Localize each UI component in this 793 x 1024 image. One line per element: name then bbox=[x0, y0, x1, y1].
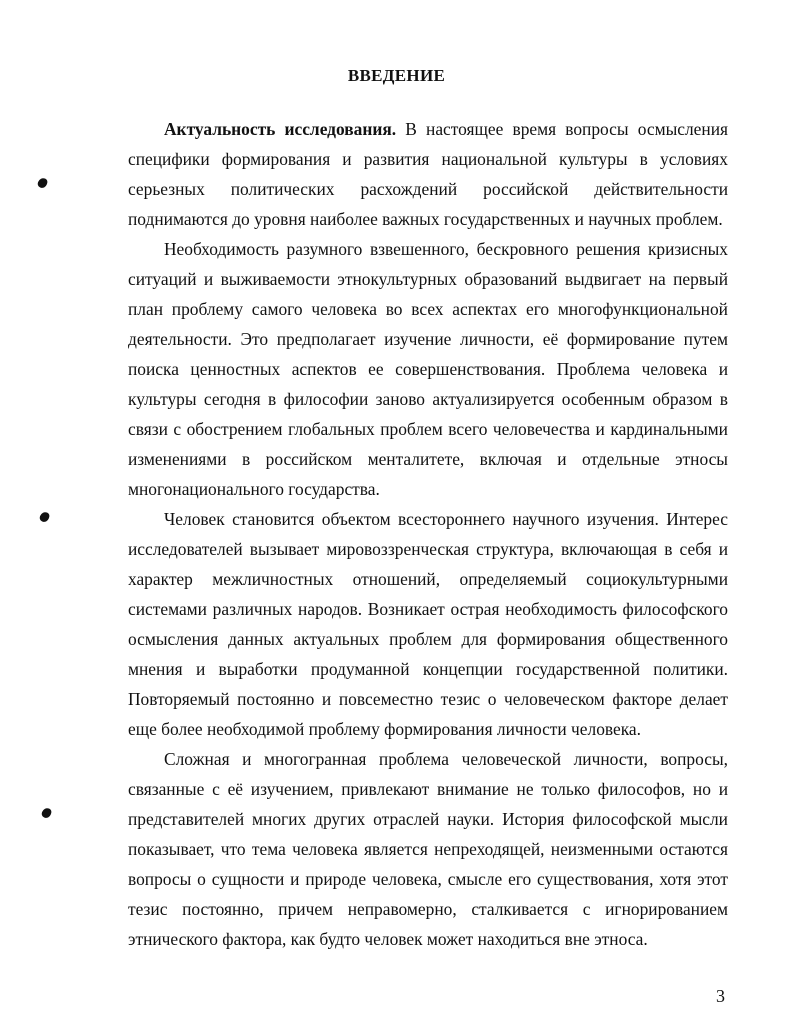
paragraph bbox=[128, 234, 728, 504]
paragraph bbox=[128, 114, 728, 234]
paragraph-lead: Актуальность исследования. bbox=[164, 119, 397, 139]
scan-margin-mark bbox=[39, 511, 51, 523]
scan-margin-mark bbox=[41, 807, 53, 819]
page-number: 3 bbox=[716, 986, 725, 1006]
paragraph-text: Сложная и многогранная проблема человеческой личности, вопросы, связанные с её изучением, привлекают внимание не только философов, но и представителей многих других отраслей науки. История философской мысли показывает, что тема человека является непреходящей, неизменными остаются вопросы о сущности и природе человека, смысле его существования, хотя этот тезис постоянно, причем неправомерно, сталкивается с игнорированием этнического фактора, как будто человек может находиться вне этноса. bbox=[128, 749, 728, 949]
section-heading: ВВЕДЕНИЕ bbox=[347, 66, 446, 85]
scan-margin-mark bbox=[37, 177, 49, 189]
paragraph bbox=[128, 744, 728, 954]
body-text bbox=[128, 114, 728, 954]
paragraph-text: В настоящее время вопросы осмысления специфики формирования и развития национальной культуры в условиях серьезных политических расхождений российской действительности поднимаются до уровня наиболее важных государственных и научных проблем. bbox=[128, 119, 728, 229]
paragraph bbox=[128, 504, 728, 744]
paragraph-text: Человек становится объектом всестороннего научного изучения. Интерес исследователей вызывает мировоззренческая структура, включающая в себя и характер межличностных отношений, определяемый социокультурными системами различных народов. Возникает острая необходимость философского осмысления данных актуальных проблем для формирования общественного мнения и выработки продуманной концепции государственной политики. Повторяемый постоянно и повсеместно тезис о человеческом факторе делает еще более необходимой проблему формирования личности человека. bbox=[128, 509, 728, 739]
paragraph-text: Необходимость разумного взвешенного, бескровного решения кризисных ситуаций и выживаемости этнокультурных образований выдвигает на первый план проблему самого человека во всех аспектах его многофункциональной деятельности. Это предполагает изучение личности, её формирование путем поиска ценностных аспектов ее совершенствования. Проблема человека и культуры сегодня в философии заново актуализируется особенным образом в связи с обострением глобальных проблем всего человечества и кардинальными изменениями в российском менталитете, включая и отдельные этносы многонационального государства. bbox=[128, 239, 728, 499]
